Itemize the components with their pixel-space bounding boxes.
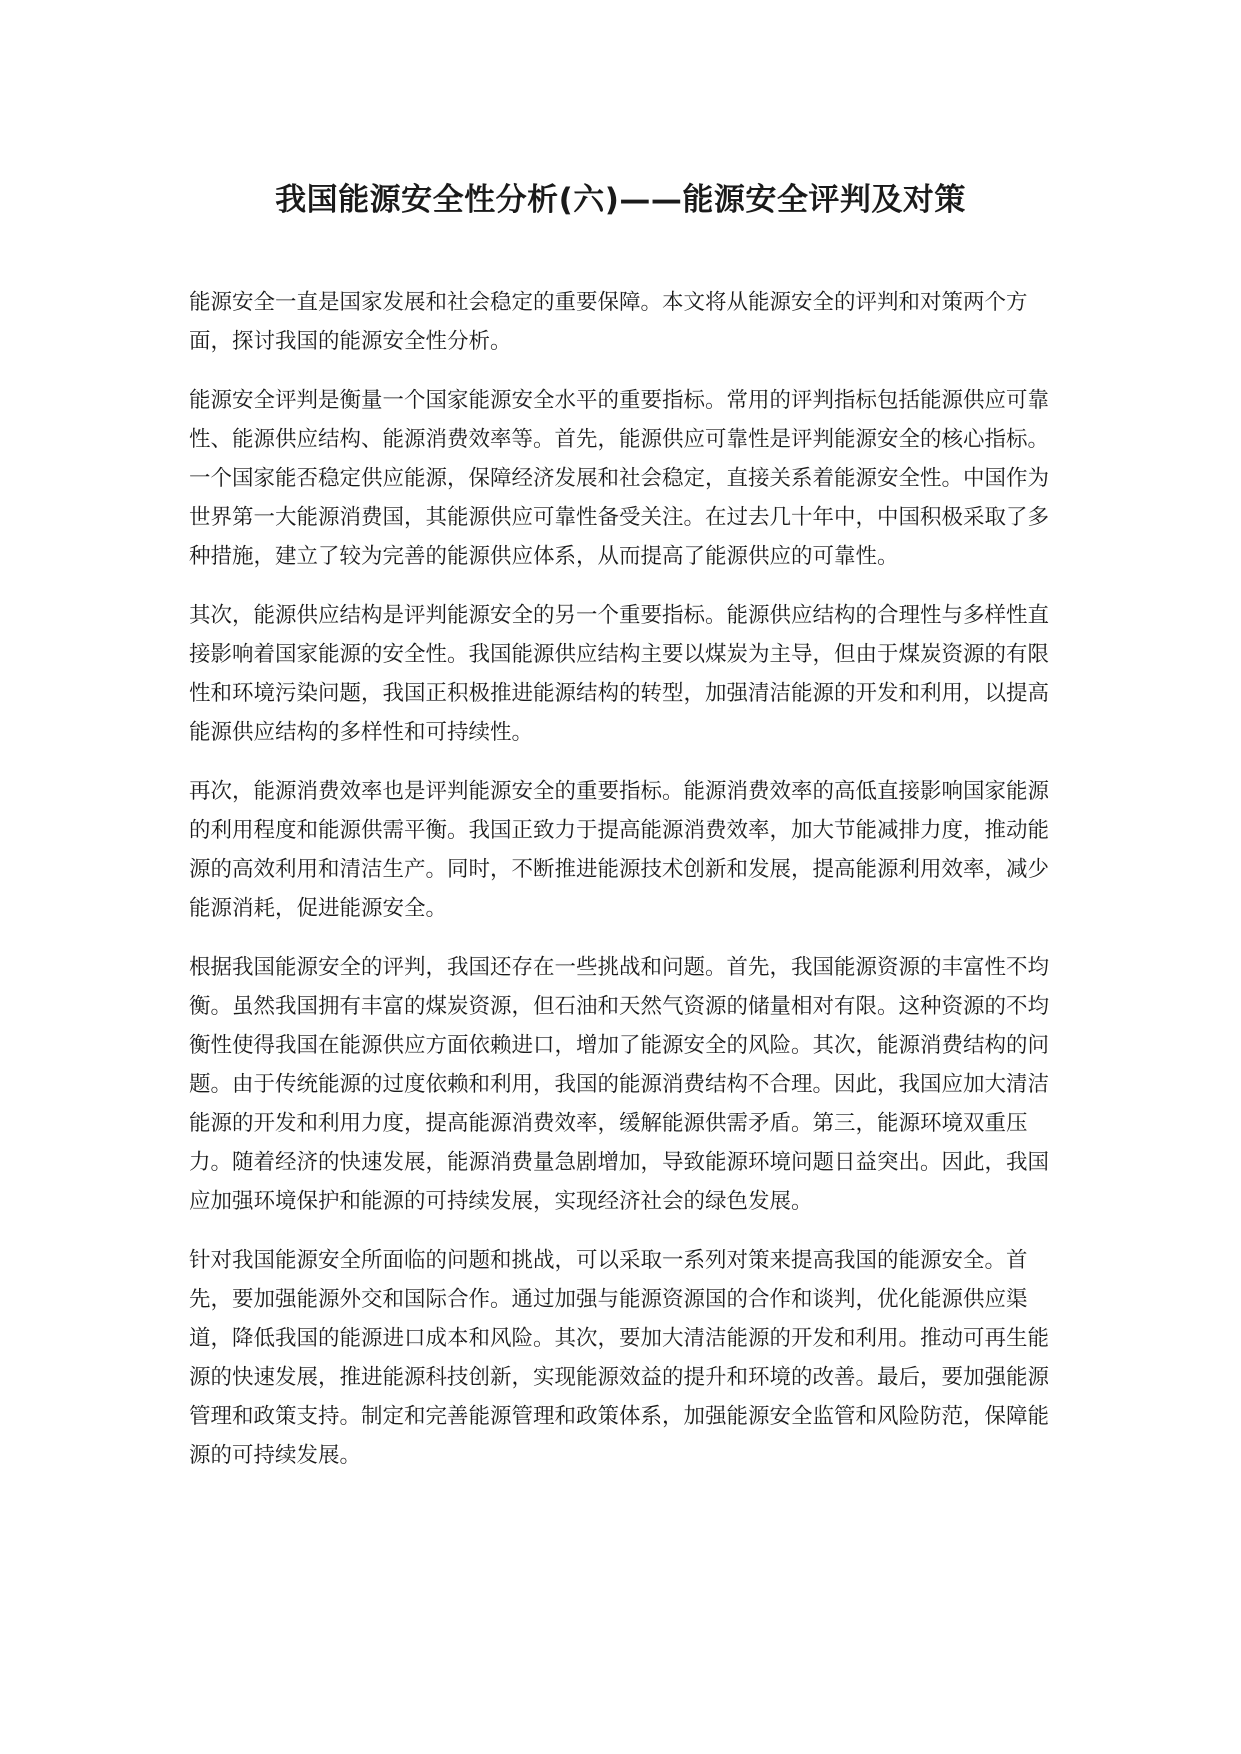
paragraph-intro: 能源安全一直是国家发展和社会稳定的重要保障。本文将从能源安全的评判和对策两个方面，探讨我国的能源安全性分析。 <box>189 290 1028 354</box>
document-body <box>189 283 1069 1495</box>
paragraph-challenges: 根据我国能源安全的评判，我国还存在一些挑战和问题。首先，我国能源资源的丰富性不均衡。虽然我国拥有丰富的煤炭资源，但石油和天然气资源的储量相对有限。这种资源的不均衡性使得我国在能源供应方面依赖进口，增加了能源安全的风险。其次，能源消费结构的问题。由于传统能源的过度依赖和利用，我国的能源消费结构不合理。因此，我国应加大清洁能源的开发和利用力度，提高能源消费效率，缓解能源供需矛盾。第三，能源环境双重压力。随着经济的快速发展，能源消费量急剧增加，导致能源环境问题日益突出。因此，我国应加强环境保护和能源的可持续发展，实现经济社会的绿色发展。 <box>189 955 1050 1214</box>
paragraph-assessment: 能源安全评判是衡量一个国家能源安全水平的重要指标。常用的评判指标包括能源供应可靠性、能源供应结构、能源消费效率等。首先，能源供应可靠性是评判能源安全的核心指标。一个国家能否稳定供应能源，保障经济发展和社会稳定，直接关系着能源安全性。中国作为世界第一大能源消费国，其能源供应可靠性备受关注。在过去几十年中，中国积极采取了多种措施，建立了较为完善的能源供应体系，从而提高了能源供应的可靠性。 <box>189 388 1050 569</box>
paragraph-consumption-efficiency: 再次，能源消费效率也是评判能源安全的重要指标。能源消费效率的高低直接影响国家能源的利用程度和能源供需平衡。我国正致力于提高能源消费效率，加大节能减排力度，推动能源的高效利用和清洁生产。同时，不断推进能源技术创新和发展，提高能源利用效率，减少能源消耗，促进能源安全。 <box>189 779 1050 921</box>
paragraph-supply-structure: 其次，能源供应结构是评判能源安全的另一个重要指标。能源供应结构的合理性与多样性直接影响着国家能源的安全性。我国能源供应结构主要以煤炭为主导，但由于煤炭资源的有限性和环境污染问题，我国正积极推进能源结构的转型，加强清洁能源的开发和利用，以提高能源供应结构的多样性和可持续性。 <box>189 603 1050 745</box>
document-title: 我国能源安全性分析(六)——能源安全评判及对策 <box>275 182 966 218</box>
paragraph-countermeasures: 针对我国能源安全所面临的问题和挑战，可以采取一系列对策来提高我国的能源安全。首先，要加强能源外交和国际合作。通过加强与能源资源国的合作和谈判，优化能源供应渠道，降低我国的能源进口成本和风险。其次，要加大清洁能源的开发和利用。推动可再生能源的快速发展，推进能源科技创新，实现能源效益的提升和环境的改善。最后，要加强能源管理和政策支持。制定和完善能源管理和政策体系，加强能源安全监管和风险防范，保障能源的可持续发展。 <box>189 1248 1050 1468</box>
